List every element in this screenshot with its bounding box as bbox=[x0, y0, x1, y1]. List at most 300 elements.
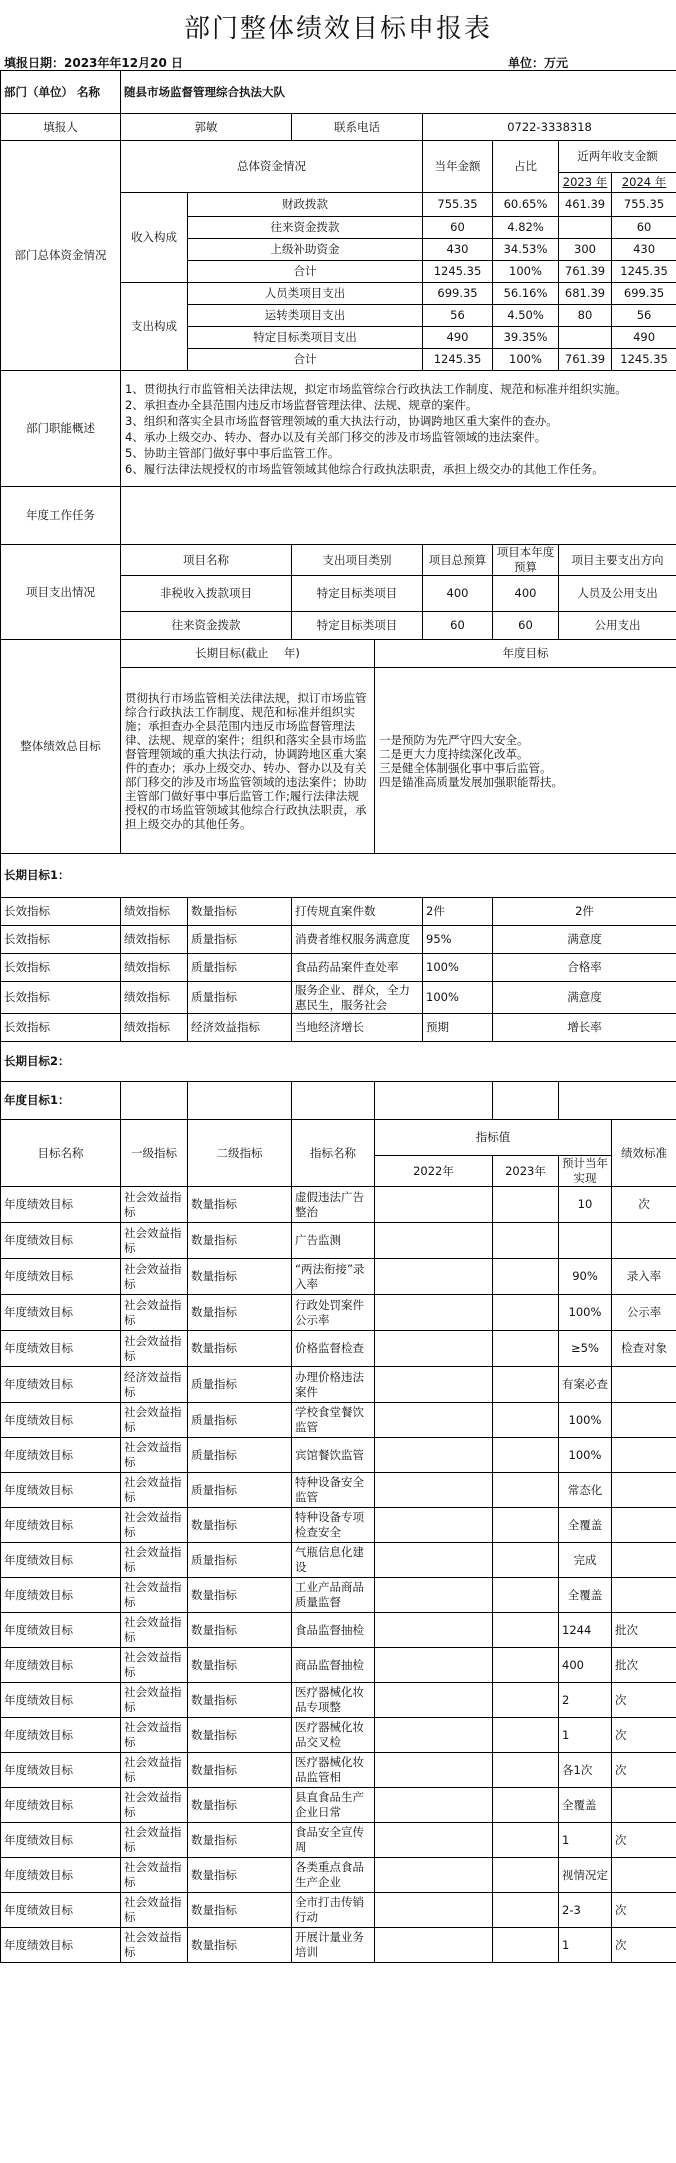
indicator-lvl2: 数量指标 bbox=[188, 1683, 292, 1718]
metric-name: 医疗器械化妆品监管相 bbox=[292, 1753, 375, 1788]
indicator-lvl2: 数量指标 bbox=[188, 1928, 292, 1963]
value-2022 bbox=[375, 1858, 493, 1893]
year-goal-text bbox=[375, 668, 676, 854]
year-indicator-row bbox=[1, 1788, 676, 1823]
indicator-lvl2: 数量指标 bbox=[188, 898, 292, 926]
project-direction: 人员及公用支出 bbox=[559, 576, 676, 612]
long-indicator-row bbox=[1, 982, 676, 1014]
indicator-lvl2: 数量指标 bbox=[188, 1893, 292, 1928]
target-name: 年度绩效目标 bbox=[1, 1223, 121, 1259]
income-amount: 755.35 bbox=[423, 193, 493, 217]
long-indicator-row bbox=[1, 898, 676, 926]
dept-name-row bbox=[1, 71, 676, 114]
indicator-lvl1: 社会效益指标 bbox=[121, 1438, 188, 1473]
value-2022 bbox=[375, 1473, 493, 1508]
value-2022 bbox=[375, 1367, 493, 1403]
indicator-lvl2: 数量指标 bbox=[188, 1187, 292, 1223]
value-2023 bbox=[493, 1367, 559, 1403]
target-name: 年度绩效目标 bbox=[1, 1858, 121, 1893]
value-2023 bbox=[493, 1788, 559, 1823]
lvl2-header: 二级指标 bbox=[188, 1120, 292, 1187]
value-expected: 有案必查 bbox=[559, 1367, 612, 1403]
metric-name: 特种设备专项检查安全 bbox=[292, 1508, 375, 1543]
metric-name: 广告监测 bbox=[292, 1223, 375, 1259]
indicator-lvl1: 社会效益指标 bbox=[121, 1578, 188, 1613]
metric-name: 开展计量业务培训 bbox=[292, 1928, 375, 1963]
value-expected: ≥5% bbox=[559, 1331, 612, 1367]
value-expected: 全覆盖 bbox=[559, 1578, 612, 1613]
expense-ratio: 100% bbox=[493, 349, 559, 371]
report-body bbox=[1, 71, 676, 1963]
project-total-header: 项目总预算 bbox=[423, 545, 493, 576]
ratio-header: 占比 bbox=[493, 141, 559, 193]
value-standard bbox=[612, 1578, 676, 1613]
target-name: 年度绩效目标 bbox=[1, 1367, 121, 1403]
year-goal-line: 四是锚准高质量发展加强职能帮扶。 bbox=[379, 774, 563, 789]
unit-label: 单位：万元 bbox=[508, 56, 569, 70]
income-y2: 430 bbox=[612, 239, 676, 261]
filler-label: 填报人 bbox=[1, 114, 121, 141]
project-type: 特定目标类项目 bbox=[292, 612, 423, 640]
value-expected: 各1次 bbox=[559, 1753, 612, 1788]
indicator-type: 长效指标 bbox=[1, 982, 121, 1014]
year-indicator-row bbox=[1, 1928, 676, 1963]
value-2022 bbox=[375, 1403, 493, 1438]
blank-cell bbox=[121, 1082, 188, 1120]
project-type: 特定目标类项目 bbox=[292, 576, 423, 612]
indicator-type: 长效指标 bbox=[1, 898, 121, 926]
expense-y1: 80 bbox=[559, 305, 612, 327]
value-2022 bbox=[375, 1259, 493, 1295]
value-expected: 1 bbox=[559, 1928, 612, 1963]
goals-header-row bbox=[1, 640, 676, 668]
value-standard: 录入率 bbox=[612, 1259, 676, 1295]
value-standard: 次 bbox=[612, 1187, 676, 1223]
long-goal-header: 长期目标(截止 年) bbox=[121, 640, 375, 668]
value-standard bbox=[612, 1438, 676, 1473]
year-indicator-row bbox=[1, 1438, 676, 1473]
value-expected: 全覆盖 bbox=[559, 1788, 612, 1823]
goals-label: 整体绩效总目标 bbox=[1, 640, 121, 854]
project-year-budget: 60 bbox=[493, 612, 559, 640]
indicator-lvl2: 经济效益指标 bbox=[188, 1014, 292, 1042]
expense-ratio: 4.50% bbox=[493, 305, 559, 327]
value-2023 bbox=[493, 1613, 559, 1648]
project-name: 非税收入拨款项目 bbox=[121, 576, 292, 612]
values-header: 指标值 bbox=[375, 1120, 612, 1156]
value-expected: 全覆盖 bbox=[559, 1508, 612, 1543]
value-2023 bbox=[493, 1858, 559, 1893]
expense-y2: 56 bbox=[612, 305, 676, 327]
indicator-lvl2: 数量指标 bbox=[188, 1259, 292, 1295]
indicator-lvl2: 数量指标 bbox=[188, 1753, 292, 1788]
income-y2: 1245.35 bbox=[612, 261, 676, 283]
value-standard bbox=[612, 1508, 676, 1543]
value-standard: 次 bbox=[612, 1718, 676, 1753]
value-2023 bbox=[493, 1648, 559, 1683]
indicator-lvl2: 数量指标 bbox=[188, 1331, 292, 1367]
indicator-lvl2: 质量指标 bbox=[188, 1543, 292, 1578]
metric-name: 宾馆餐饮监管 bbox=[292, 1438, 375, 1473]
indicator-lvl1: 社会效益指标 bbox=[121, 1893, 188, 1928]
y2023-header: 2023年 bbox=[493, 1156, 559, 1187]
target-name: 年度绩效目标 bbox=[1, 1543, 121, 1578]
project-direction-header: 项目主要支出方向 bbox=[559, 545, 676, 576]
phone-label: 联系电话 bbox=[292, 114, 423, 141]
indicator-lvl2: 质量指标 bbox=[188, 954, 292, 982]
value-2023 bbox=[493, 1473, 559, 1508]
indicator-lvl1: 社会效益指标 bbox=[121, 1858, 188, 1893]
metric-name: 食品安全宣传周 bbox=[292, 1823, 375, 1858]
page-title: 部门整体绩效目标申报表 bbox=[183, 14, 492, 44]
annual-tasks-content bbox=[121, 487, 676, 545]
year-indicator-row bbox=[1, 1331, 676, 1367]
year-goal-header: 年度目标 bbox=[375, 640, 676, 668]
expected-header: 预计当年实现 bbox=[559, 1156, 612, 1187]
value-2022 bbox=[375, 1543, 493, 1578]
income-amount: 430 bbox=[423, 239, 493, 261]
expense-y2: 1245.35 bbox=[612, 349, 676, 371]
value-standard: 批次 bbox=[612, 1613, 676, 1648]
value-standard bbox=[612, 1788, 676, 1823]
expense-amount: 56 bbox=[423, 305, 493, 327]
income-y1 bbox=[559, 217, 612, 239]
indicator-type: 长效指标 bbox=[1, 954, 121, 982]
indicator-lvl1: 社会效益指标 bbox=[121, 1508, 188, 1543]
value-expected: 视情况定 bbox=[559, 1858, 612, 1893]
indicator-lvl1: 社会效益指标 bbox=[121, 1823, 188, 1858]
expense-y2: 490 bbox=[612, 327, 676, 349]
phone-value: 0722-3338318 bbox=[423, 114, 676, 141]
income-item-name: 财政拨款 bbox=[188, 193, 423, 217]
metric-name: 医疗器械化妆品专项整 bbox=[292, 1683, 375, 1718]
income-y2: 60 bbox=[612, 217, 676, 239]
expense-ratio: 39.35% bbox=[493, 327, 559, 349]
metric-name: 商品监督抽检 bbox=[292, 1648, 375, 1683]
target-name: 年度绩效目标 bbox=[1, 1331, 121, 1367]
indicator-type: 长效指标 bbox=[1, 1014, 121, 1042]
year-indicator-row bbox=[1, 1613, 676, 1648]
duty-line: 4、承办上级交办、转办、督办以及有关部门移交的涉及市场监管领域的违法案件。 bbox=[125, 429, 547, 444]
value-2022 bbox=[375, 1223, 493, 1259]
indicator-lvl2: 质量指标 bbox=[188, 1403, 292, 1438]
projects-label: 项目支出情况 bbox=[1, 545, 121, 640]
indicator-lvl2: 质量指标 bbox=[188, 1473, 292, 1508]
meta-row bbox=[0, 44, 676, 70]
value-2023 bbox=[493, 1893, 559, 1928]
expense-y1: 681.39 bbox=[559, 283, 612, 305]
target-name: 年度绩效目标 bbox=[1, 1718, 121, 1753]
year-indicator-row bbox=[1, 1295, 676, 1331]
indicator-lvl2: 数量指标 bbox=[188, 1788, 292, 1823]
income-item-name: 合计 bbox=[188, 261, 423, 283]
year-indicator-row bbox=[1, 1893, 676, 1928]
annual-tasks-label: 年度工作任务 bbox=[1, 487, 121, 545]
year-indicator-row bbox=[1, 1858, 676, 1893]
value-2023 bbox=[493, 1578, 559, 1613]
indicator-name: 服务企业、群众，全力惠民生，服务社会 bbox=[292, 982, 423, 1014]
indicator-lvl1: 社会效益指标 bbox=[121, 1331, 188, 1367]
indicator-value: 100% bbox=[423, 954, 493, 982]
income-ratio: 34.53% bbox=[493, 239, 559, 261]
indicator-name: 食品药品案件查处率 bbox=[292, 954, 423, 982]
target-name: 年度绩效目标 bbox=[1, 1613, 121, 1648]
metric-name: 特种设备安全监管 bbox=[292, 1473, 375, 1508]
value-standard: 次 bbox=[612, 1928, 676, 1963]
target-name: 年度绩效目标 bbox=[1, 1893, 121, 1928]
long-indicator-row bbox=[1, 954, 676, 982]
value-2022 bbox=[375, 1438, 493, 1473]
indicator-lvl2: 数量指标 bbox=[188, 1613, 292, 1648]
target-name: 年度绩效目标 bbox=[1, 1648, 121, 1683]
indicator-lvl2: 数量指标 bbox=[188, 1578, 292, 1613]
value-2022 bbox=[375, 1331, 493, 1367]
indicator-lvl1: 社会效益指标 bbox=[121, 1295, 188, 1331]
year-goal-header-row bbox=[1, 1120, 676, 1156]
indicator-value: 预期 bbox=[423, 1014, 493, 1042]
value-2022 bbox=[375, 1788, 493, 1823]
target-name: 年度绩效目标 bbox=[1, 1683, 121, 1718]
metric-name: 虚假违法广告整治 bbox=[292, 1187, 375, 1223]
long-goal1-row bbox=[1, 854, 676, 898]
value-standard: 公示率 bbox=[612, 1295, 676, 1331]
target-name: 年度绩效目标 bbox=[1, 1295, 121, 1331]
recent-header: 近两年收支金额 bbox=[559, 141, 676, 173]
indicator-lvl1: 社会效益指标 bbox=[121, 1187, 188, 1223]
year-indicator-row bbox=[1, 1403, 676, 1438]
year-goal-line: 一是预防为先严守四大安全。 bbox=[379, 732, 529, 747]
metric-name: 学校食堂餐饮监管 bbox=[292, 1403, 375, 1438]
metric-name: 食品监督抽检 bbox=[292, 1613, 375, 1648]
year-indicator-row bbox=[1, 1683, 676, 1718]
project-total: 60 bbox=[423, 612, 493, 640]
target-name: 年度绩效目标 bbox=[1, 1823, 121, 1858]
value-expected: 2 bbox=[559, 1683, 612, 1718]
indicator-lvl1: 绩效指标 bbox=[121, 1014, 188, 1042]
value-2022 bbox=[375, 1613, 493, 1648]
target-name: 年度绩效目标 bbox=[1, 1259, 121, 1295]
indicator-lvl2: 质量指标 bbox=[188, 1438, 292, 1473]
value-2023 bbox=[493, 1403, 559, 1438]
value-standard bbox=[612, 1858, 676, 1893]
target-name-header: 目标名称 bbox=[1, 1120, 121, 1187]
value-2022 bbox=[375, 1928, 493, 1963]
duty-line: 3、组织和落实全县市场监督管理领域的重大执法行动，协调跨地区重大案件的查办。 bbox=[125, 413, 558, 428]
year-goal1-label: 年度目标1： bbox=[1, 1082, 121, 1120]
value-standard bbox=[612, 1367, 676, 1403]
indicator-lvl2: 数量指标 bbox=[188, 1295, 292, 1331]
duty-line: 6、履行法律法规授权的市场监管领域其他综合行政执法职责，承担上级交办的其他工作任务。 bbox=[125, 461, 604, 476]
value-2022 bbox=[375, 1718, 493, 1753]
indicator-lvl1: 社会效益指标 bbox=[121, 1788, 188, 1823]
duty-line: 2、承担查办全县范围内违反市场监督管理法律、法规、规章的案件。 bbox=[125, 397, 478, 412]
indicator-standard: 合格率 bbox=[493, 954, 676, 982]
indicator-type: 长效指标 bbox=[1, 926, 121, 954]
expense-y1 bbox=[559, 327, 612, 349]
value-2022 bbox=[375, 1823, 493, 1858]
metric-name: 全市打击传销行动 bbox=[292, 1893, 375, 1928]
funds-header-row bbox=[1, 141, 676, 173]
value-standard: 次 bbox=[612, 1683, 676, 1718]
income-amount: 1245.35 bbox=[423, 261, 493, 283]
duty-line: 5、协助主管部门做好事中事后监管工作。 bbox=[125, 445, 340, 460]
metric-name: 行政处罚案件公示率 bbox=[292, 1295, 375, 1331]
amount-header: 当年金额 bbox=[423, 141, 493, 193]
long-goal1-label: 长期目标1： bbox=[1, 854, 676, 898]
value-2022 bbox=[375, 1648, 493, 1683]
duties-row bbox=[1, 371, 676, 487]
value-2022 bbox=[375, 1753, 493, 1788]
project-name: 往来资金拨款 bbox=[121, 612, 292, 640]
duties-label: 部门职能概述 bbox=[1, 371, 121, 487]
income-ratio: 100% bbox=[493, 261, 559, 283]
value-expected: 10 bbox=[559, 1187, 612, 1223]
value-2023 bbox=[493, 1753, 559, 1788]
project-name-header: 项目名称 bbox=[121, 545, 292, 576]
value-2023 bbox=[493, 1187, 559, 1223]
value-standard: 批次 bbox=[612, 1648, 676, 1683]
target-name: 年度绩效目标 bbox=[1, 1187, 121, 1223]
metric-name: 工业产品商品质量监督 bbox=[292, 1578, 375, 1613]
year-indicator-row bbox=[1, 1508, 676, 1543]
year-indicator-row bbox=[1, 1648, 676, 1683]
indicator-name: 当地经济增长 bbox=[292, 1014, 423, 1042]
duty-line: 1、贯彻执行市监管相关法律法规，拟定市场监管综合行政执法工作制度、规范和标准并组织实施。 bbox=[125, 381, 627, 396]
income-amount: 60 bbox=[423, 217, 493, 239]
metric-name: “两法衔接”录入率 bbox=[292, 1259, 375, 1295]
target-name: 年度绩效目标 bbox=[1, 1508, 121, 1543]
expense-amount: 1245.35 bbox=[423, 349, 493, 371]
expense-label: 支出构成 bbox=[121, 283, 188, 371]
indicator-lvl1: 绩效指标 bbox=[121, 954, 188, 982]
year-indicator-row bbox=[1, 1259, 676, 1295]
expense-amount: 490 bbox=[423, 327, 493, 349]
indicator-lvl1: 社会效益指标 bbox=[121, 1753, 188, 1788]
target-name: 年度绩效目标 bbox=[1, 1438, 121, 1473]
income-item-name: 上级补助资金 bbox=[188, 239, 423, 261]
funds-section-label: 部门总体资金情况 bbox=[1, 141, 121, 371]
metric-name: 价格监督检查 bbox=[292, 1331, 375, 1367]
metric-name: 县直食品生产企业日常 bbox=[292, 1788, 375, 1823]
metric-name: 气瓶信息化建设 bbox=[292, 1543, 375, 1578]
value-expected: 100% bbox=[559, 1403, 612, 1438]
indicator-lvl2: 质量指标 bbox=[188, 926, 292, 954]
value-expected: 100% bbox=[559, 1438, 612, 1473]
indicator-lvl1: 绩效指标 bbox=[121, 982, 188, 1014]
project-direction: 公用支出 bbox=[559, 612, 676, 640]
value-2022 bbox=[375, 1187, 493, 1223]
indicator-lvl1: 绩效指标 bbox=[121, 926, 188, 954]
project-type-header: 支出项目类别 bbox=[292, 545, 423, 576]
year-goal1-row bbox=[1, 1082, 676, 1120]
value-2023 bbox=[493, 1718, 559, 1753]
value-standard bbox=[612, 1543, 676, 1578]
value-expected: 1 bbox=[559, 1823, 612, 1858]
indicator-standard: 增长率 bbox=[493, 1014, 676, 1042]
income-y1: 461.39 bbox=[559, 193, 612, 217]
metric-name: 各类重点食品生产企业 bbox=[292, 1858, 375, 1893]
indicator-value: 2件 bbox=[423, 898, 493, 926]
y2022-header: 2022年 bbox=[375, 1156, 493, 1187]
year-goal-line: 三是健全体制强化事中事后监管。 bbox=[379, 760, 552, 775]
year-indicator-row bbox=[1, 1187, 676, 1223]
projects-header-row bbox=[1, 545, 676, 576]
value-standard: 检查对象 bbox=[612, 1331, 676, 1367]
expense-item-name: 人员类项目支出 bbox=[188, 283, 423, 305]
long-goal2-row bbox=[1, 1042, 676, 1082]
expense-item-name: 运转类项目支出 bbox=[188, 305, 423, 327]
project-total: 400 bbox=[423, 576, 493, 612]
indicator-lvl1: 社会效益指标 bbox=[121, 1223, 188, 1259]
value-2023 bbox=[493, 1823, 559, 1858]
income-label: 收入构成 bbox=[121, 193, 188, 283]
value-2022 bbox=[375, 1578, 493, 1613]
value-expected bbox=[559, 1223, 612, 1259]
blank-cell bbox=[493, 1082, 559, 1120]
indicator-lvl1: 社会效益指标 bbox=[121, 1543, 188, 1578]
indicator-lvl1: 社会效益指标 bbox=[121, 1648, 188, 1683]
long-indicator-row bbox=[1, 1014, 676, 1042]
long-goal-text: 贯彻执行市场监管相关法律法规，拟订市场监管综合行政执法工作制度、规范和标准并组织实施；承担查办全县范围内违反市场监督管理法律、法规、规章的案件；组织和落实全县市场监督管理领域的重大执法行动，协调跨地区重大案件的查办；承办上级交办、转办、督办以及有关部门移交的涉及市场监管领域的违法案件；协助主管部门做好事中事后监管工作;履行法律法规授权的市场监管领域其他综合行政执法职责，承担上级交办的其他任务。 bbox=[121, 668, 375, 854]
indicator-value: 95% bbox=[423, 926, 493, 954]
report-table bbox=[0, 70, 676, 1963]
income-ratio: 60.65% bbox=[493, 193, 559, 217]
value-expected: 1244 bbox=[559, 1613, 612, 1648]
value-expected: 100% bbox=[559, 1295, 612, 1331]
duties-content bbox=[121, 371, 676, 487]
year-indicator-row bbox=[1, 1543, 676, 1578]
filler-value: 郭敏 bbox=[121, 114, 292, 141]
filler-row bbox=[1, 114, 676, 141]
indicator-lvl1: 社会效益指标 bbox=[121, 1928, 188, 1963]
indicator-lvl1: 社会效益指标 bbox=[121, 1259, 188, 1295]
income-y1: 761.39 bbox=[559, 261, 612, 283]
value-expected: 常态化 bbox=[559, 1473, 612, 1508]
value-2023 bbox=[493, 1223, 559, 1259]
expense-amount: 699.35 bbox=[423, 283, 493, 305]
indicator-lvl2: 数量指标 bbox=[188, 1823, 292, 1858]
value-2023 bbox=[493, 1928, 559, 1963]
indicator-lvl2: 质量指标 bbox=[188, 1367, 292, 1403]
indicator-standard: 满意度 bbox=[493, 982, 676, 1014]
value-2022 bbox=[375, 1295, 493, 1331]
value-2023 bbox=[493, 1508, 559, 1543]
indicator-name: 消费者维权服务满意度 bbox=[292, 926, 423, 954]
income-y1: 300 bbox=[559, 239, 612, 261]
metric-name: 办理价格违法案件 bbox=[292, 1367, 375, 1403]
value-2023 bbox=[493, 1438, 559, 1473]
target-name: 年度绩效目标 bbox=[1, 1753, 121, 1788]
value-expected: 90% bbox=[559, 1259, 612, 1295]
year2-header: 2024 年 bbox=[612, 173, 676, 193]
metric-header: 指标名称 bbox=[292, 1120, 375, 1187]
value-standard: 次 bbox=[612, 1753, 676, 1788]
indicator-lvl1: 经济效益指标 bbox=[121, 1367, 188, 1403]
dept-name-value: 随县市场监督管理综合执法大队 bbox=[121, 71, 676, 114]
target-name: 年度绩效目标 bbox=[1, 1473, 121, 1508]
year-indicator-row bbox=[1, 1753, 676, 1788]
expense-item-name: 特定目标类项目支出 bbox=[188, 327, 423, 349]
expense-item-name: 合计 bbox=[188, 349, 423, 371]
value-2022 bbox=[375, 1893, 493, 1928]
year-indicator-row bbox=[1, 1473, 676, 1508]
fill-date: 填报日期：2023年年12月20 日 bbox=[4, 56, 183, 70]
value-standard: 次 bbox=[612, 1823, 676, 1858]
indicator-lvl1: 社会效益指标 bbox=[121, 1683, 188, 1718]
target-name: 年度绩效目标 bbox=[1, 1928, 121, 1963]
value-expected: 1 bbox=[559, 1718, 612, 1753]
value-2023 bbox=[493, 1543, 559, 1578]
